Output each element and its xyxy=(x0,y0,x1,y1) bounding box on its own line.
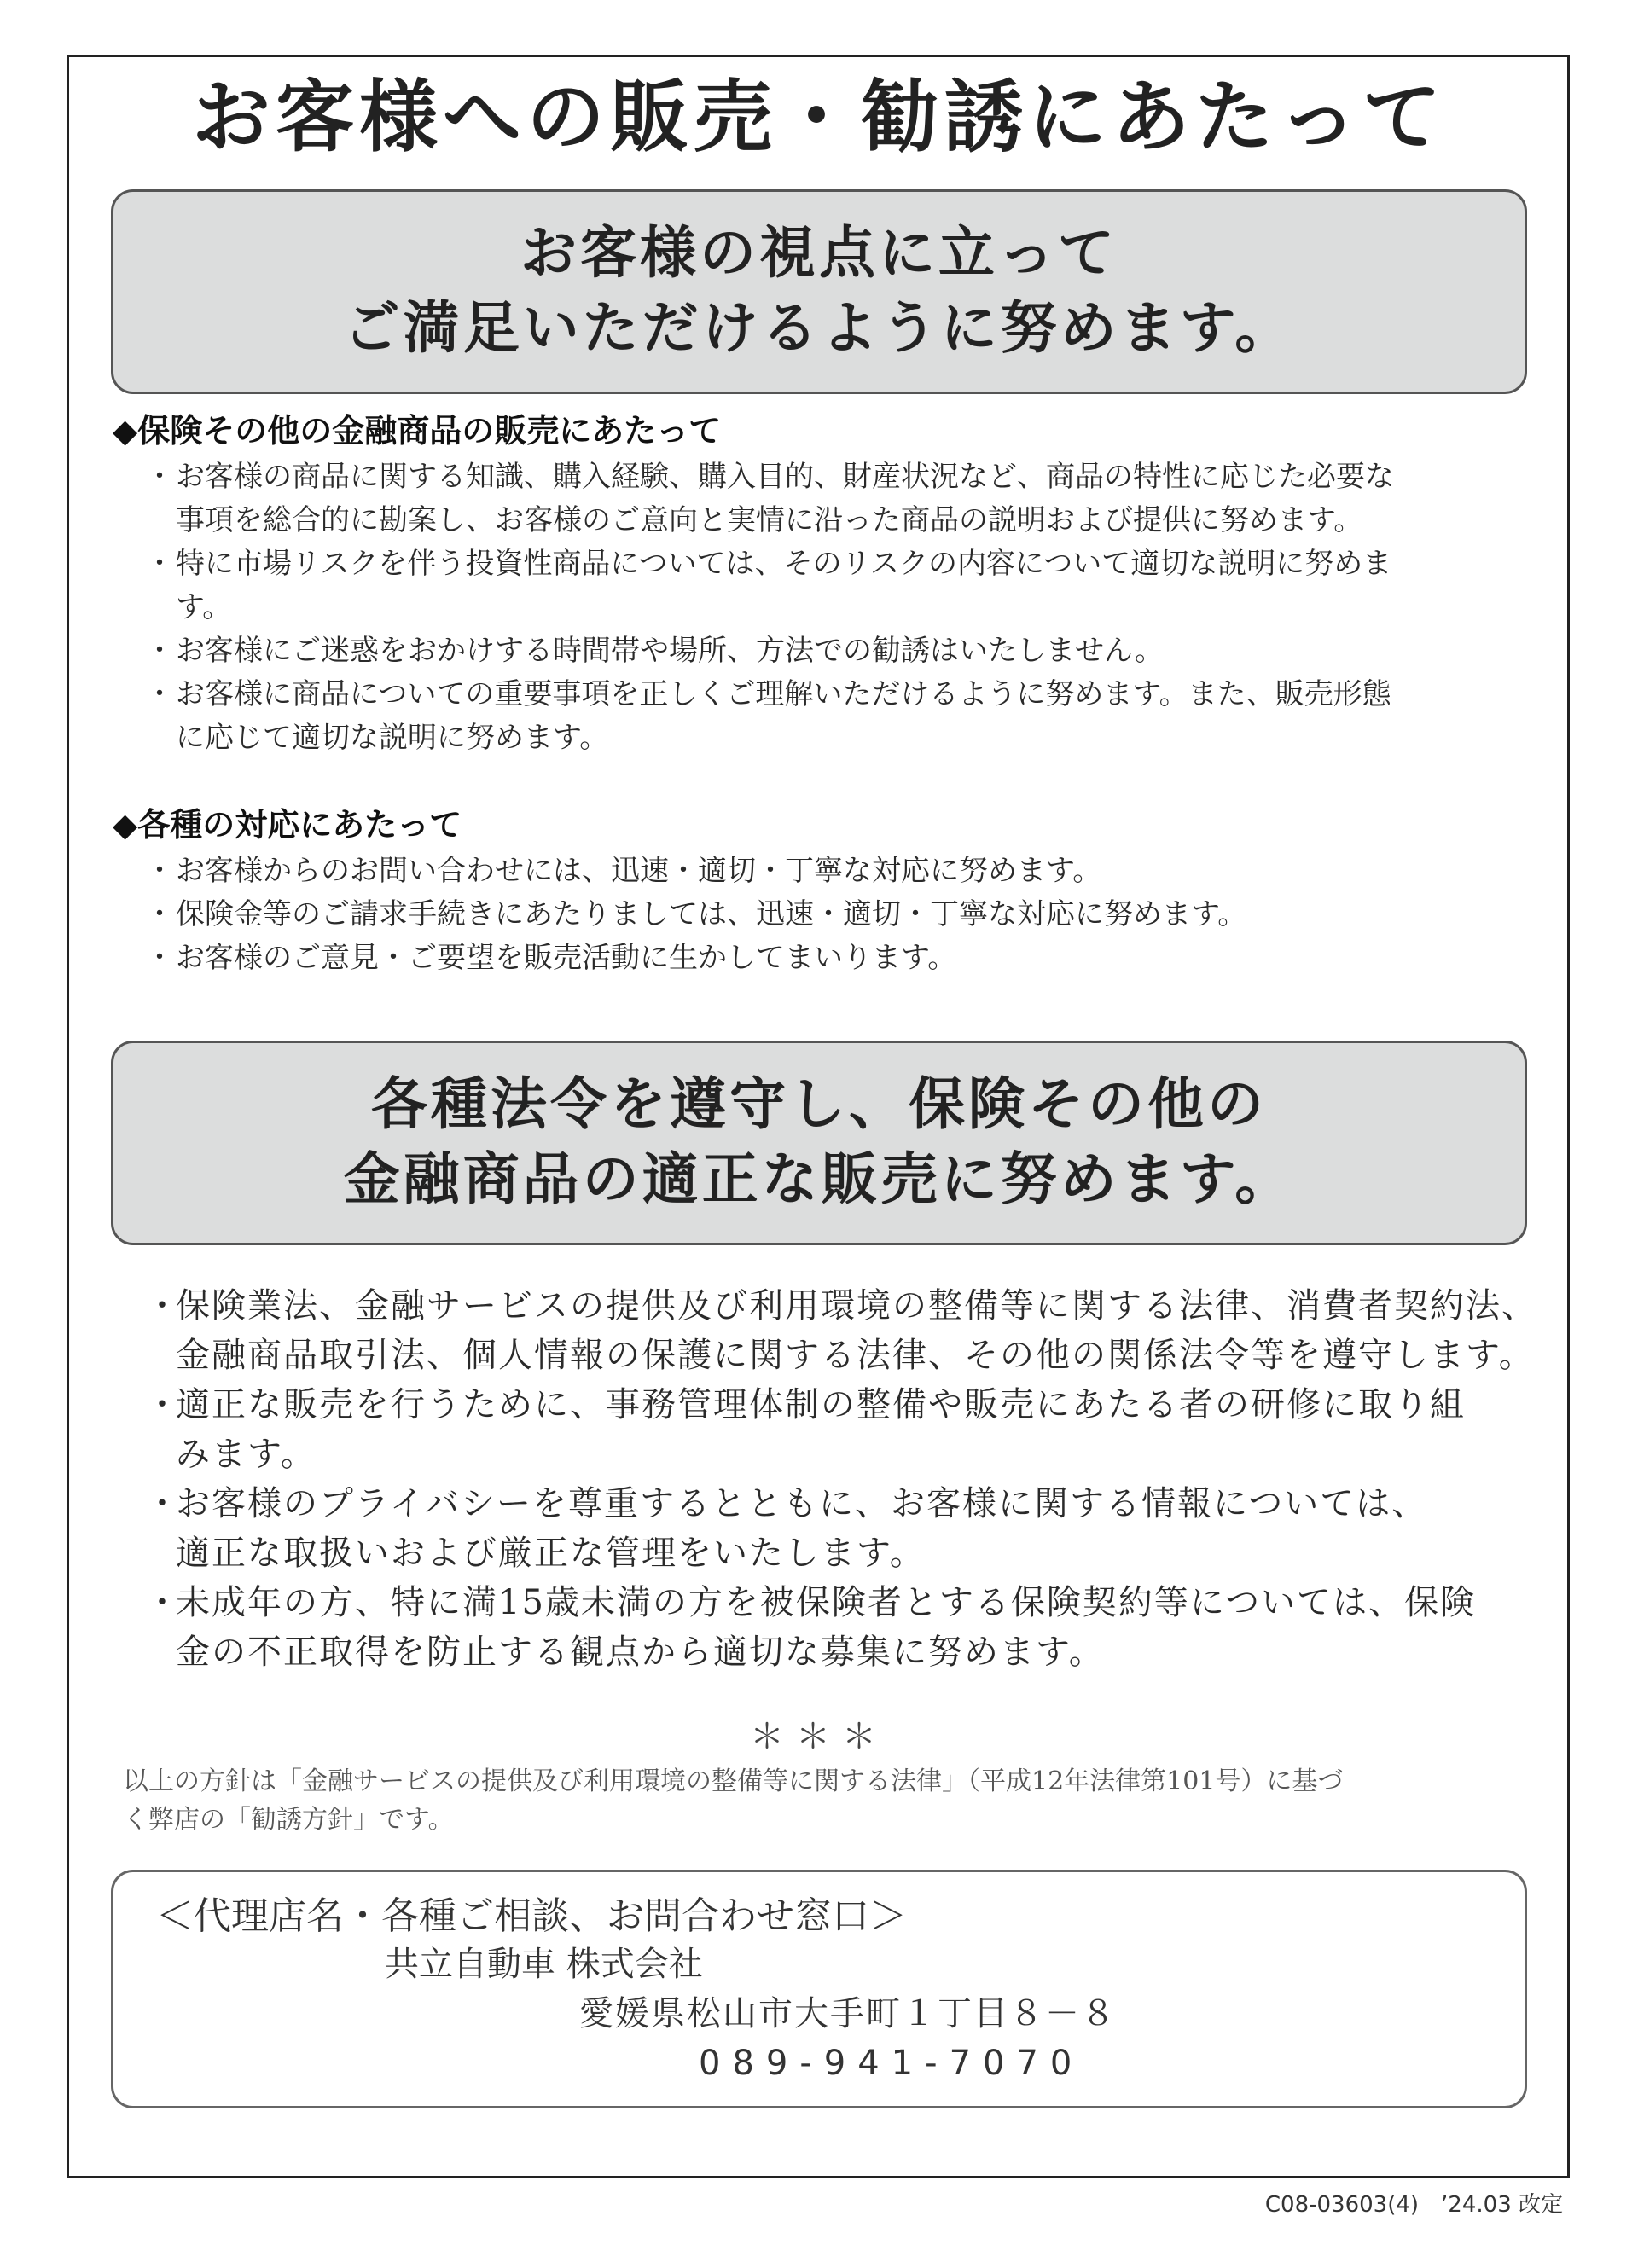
list-item: ・ 保険金等のご請求手続きにあたりましては、迅速・適切・丁寧な対応に努めます。 xyxy=(145,893,1536,937)
section-heading-response: ◆各種の対応にあたって xyxy=(113,806,462,844)
sales-policy-list xyxy=(145,455,1536,760)
list-item: ・ 保険業法、金融サービスの提供及び利用環境の整備等に関する法律、消費者契約法、 金融商品取引法、個人情報の保護に関する法律、その他の関係法令等を遵守します。 xyxy=(145,1281,1536,1380)
list-item: ・ お客様のプライバシーを尊重するとともに、お客様に関する情報については、 適正な取扱いおよび厳正な管理をいたします。 xyxy=(145,1479,1536,1578)
contact-title: ＜代理店名・各種ご相談、お問合わせ窓口＞ xyxy=(156,1894,907,1938)
list-item: ・ お客様のご意見・ご要望を販売活動に生かしてまいります。 xyxy=(145,937,1536,980)
separator-stars: ＊＊＊ xyxy=(750,1717,888,1756)
agency-phone: 089-941-7070 xyxy=(699,2044,1084,2083)
list-item: ・ お客様の商品に関する知識、購入経験、購入目的、財産状況など、商品の特性に応じた必要な 事項を総合的に勘案し、お客様のご意向と実情に沿った商品の説明および提供に努めます。 xyxy=(145,455,1536,542)
list-item: ・ お客様に商品についての重要事項を正しくご理解いただけるように努めます。また、販売形態 に応じて適切な説明に努めます。 xyxy=(145,673,1536,760)
compliance-policy-list xyxy=(145,1281,1536,1677)
banner-line-1: 各種法令を遵守し、保険その他の xyxy=(371,1071,1267,1137)
banner-line-2: 金融商品の適正な販売に努めます。 xyxy=(343,1146,1295,1212)
list-item: ・ 未成年の方、特に満15歳未満の方を被保険者とする保険契約等については、保険 金の不正取得を防止する観点から適切な募集に努めます。 xyxy=(145,1578,1536,1677)
response-policy-list xyxy=(145,850,1536,980)
banner-line-1: お客様の視点に立って xyxy=(520,220,1118,286)
agency-address: 愛媛県松山市大手町１丁目８－８ xyxy=(579,1994,1117,2033)
banner-line-2: ご満足いただけるように努めます。 xyxy=(343,295,1295,361)
agency-name: 共立自動車 株式会社 xyxy=(385,1945,703,1984)
section-heading-sales: ◆保険その他の金融商品の販売にあたって xyxy=(113,412,722,450)
list-item: ・ 特に市場リスクを伴う投資性商品については、そのリスクの内容について適切な説明に努めま す。 xyxy=(145,542,1536,629)
policy-banner-compliance xyxy=(111,1041,1527,1245)
contact-box xyxy=(111,1870,1527,2108)
list-item: ・ 適正な販売を行うために、事務管理体制の整備や販売にあたる者の研修に取り組 みます。 xyxy=(145,1380,1536,1479)
list-item: ・ お客様にご迷惑をおかけする時間帯や場所、方法での勧誘はいたしません。 xyxy=(145,629,1536,673)
page-title: お客様への販売・勧誘にあたって xyxy=(191,72,1446,163)
document-code: C08-03603(4) ’24.03 改定 xyxy=(1264,2192,1563,2218)
policy-banner-customer-viewpoint xyxy=(111,189,1527,394)
policy-basis-note: 以上の方針は「金融サービスの提供及び利用環境の整備等に関する法律」（平成12年法律第101号）に基づ く弊店の「勧誘方針」です。 xyxy=(123,1766,1344,1835)
list-item: ・ お客様からのお問い合わせには、迅速・適切・丁寧な対応に努めます。 xyxy=(145,850,1536,893)
